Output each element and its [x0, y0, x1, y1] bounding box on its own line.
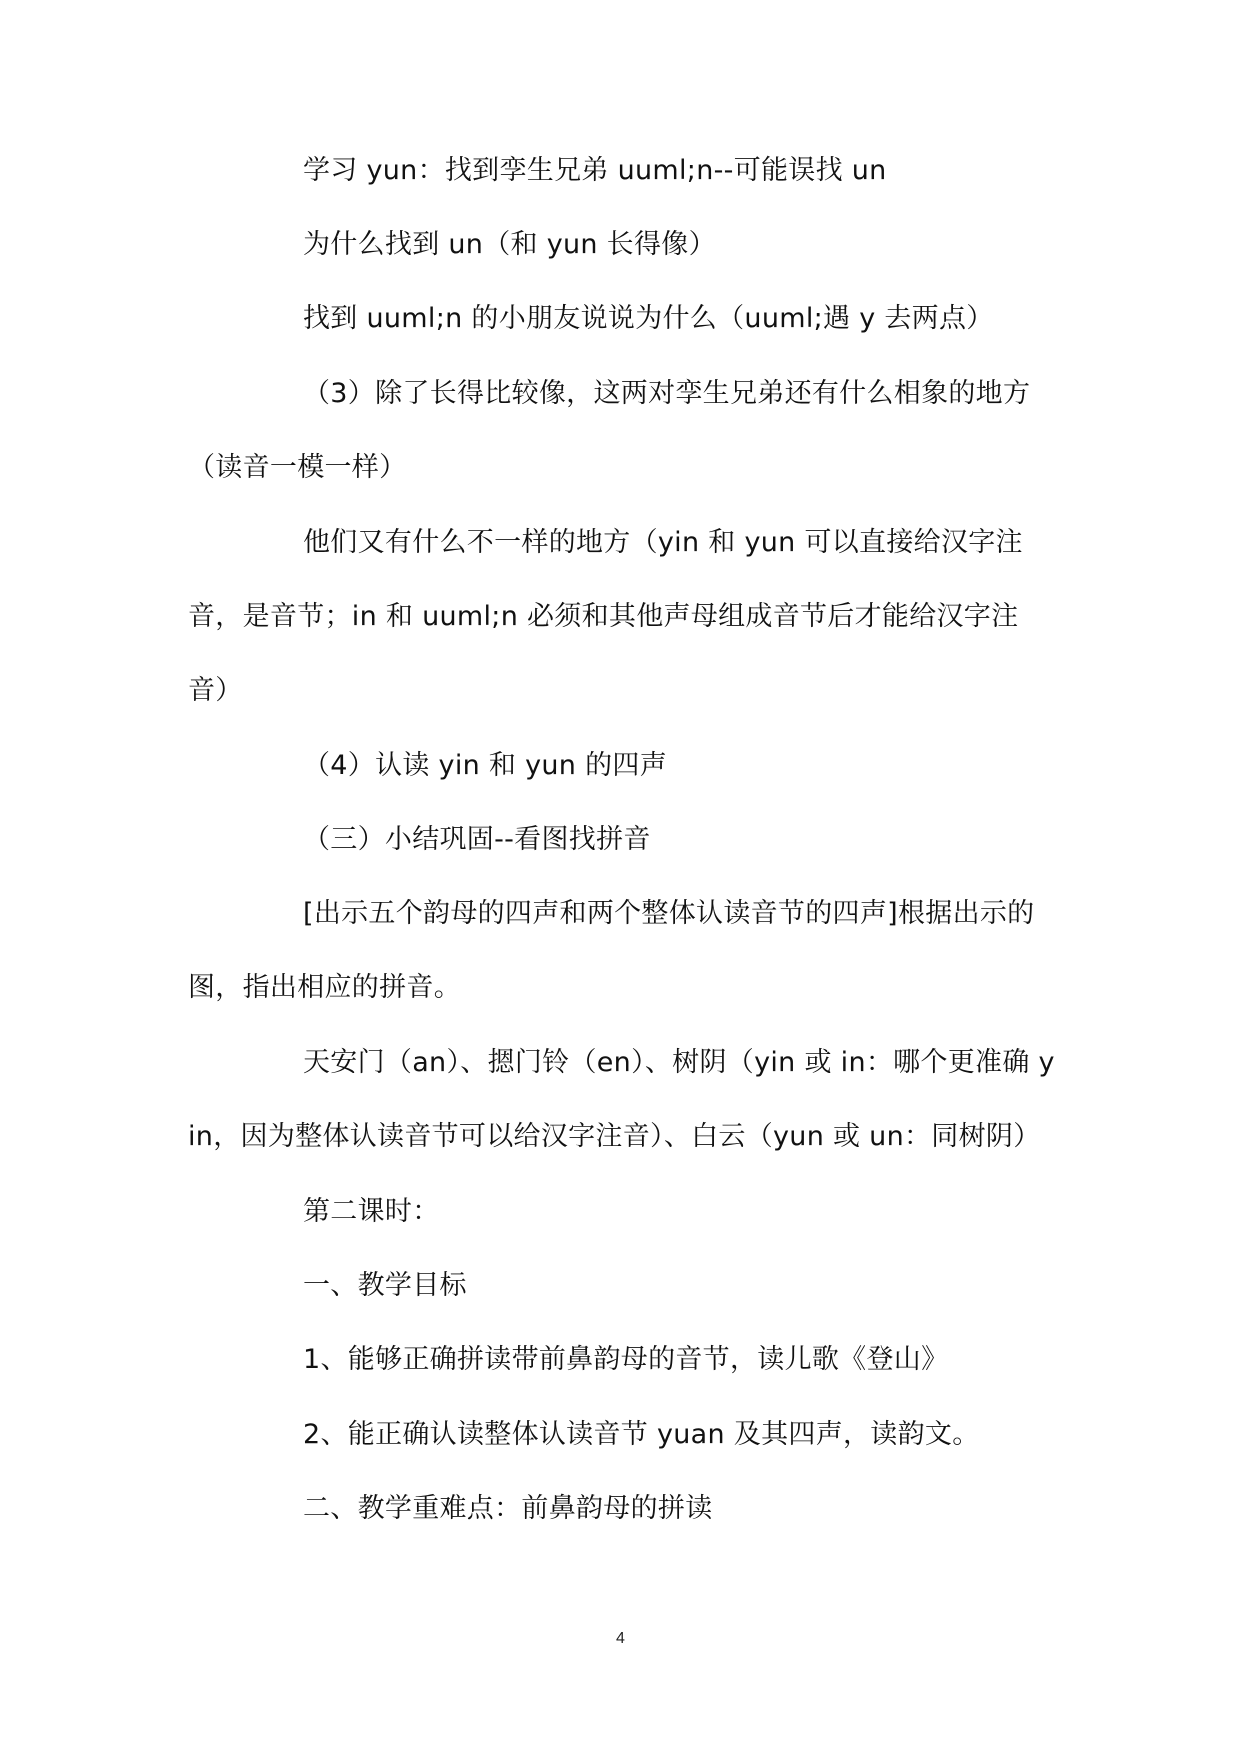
paragraph-four-tones: （4）认读 yin 和 yun 的四声 [303, 750, 668, 781]
goal-item-2: 2、能正确认读整体认读音节 yuan 及其四声，读韵文。 [303, 1419, 980, 1450]
paragraph-summary: （三）小结巩固--看图找拼音 [303, 824, 651, 855]
key-difficulty-heading: 二、教学重难点：前鼻韵母的拼读 [303, 1493, 713, 1524]
paragraph-similarity: （3）除了长得比较像，这两对孪生兄弟还有什么相象的地方（读音一模一样） [188, 378, 1031, 483]
paragraph-why-un: 为什么找到 un（和 yun 长得像） [303, 229, 716, 260]
paragraph-why-uuml-n: 找到 uuml;n 的小朋友说说为什么（uuml;遇 y 去两点） [303, 303, 994, 334]
paragraph-show-tones: [出示五个韵母的四声和两个整体认读音节的四声]根据出示的图，指出相应的拼音。 [188, 898, 1035, 1003]
teaching-goals-heading: 一、教学目标 [303, 1270, 467, 1301]
goal-item-1: 1、能够正确拼读带前鼻韵母的音节，读儿歌《登山》 [303, 1344, 949, 1375]
paragraph-learn-yun: 学习 yun：找到孪生兄弟 uuml;n--可能误找 un [303, 155, 887, 186]
paragraph-examples: 天安门（an）、摁门铃（en）、树阴（yin 或 in：哪个更准确 yin，因为整体认读音节可以给汉字注音）、白云（yun 或 un：同树阴） [188, 1047, 1055, 1152]
paragraph-difference: 他们又有什么不一样的地方（yin 和 yun 可以直接给汉字注音，是音节；in 和 uuml;n 必须和其他声母组成音节后才能给汉字注音） [188, 527, 1023, 706]
page-number: 4 [616, 1630, 625, 1647]
lesson-two-heading: 第二课时： [303, 1196, 440, 1227]
